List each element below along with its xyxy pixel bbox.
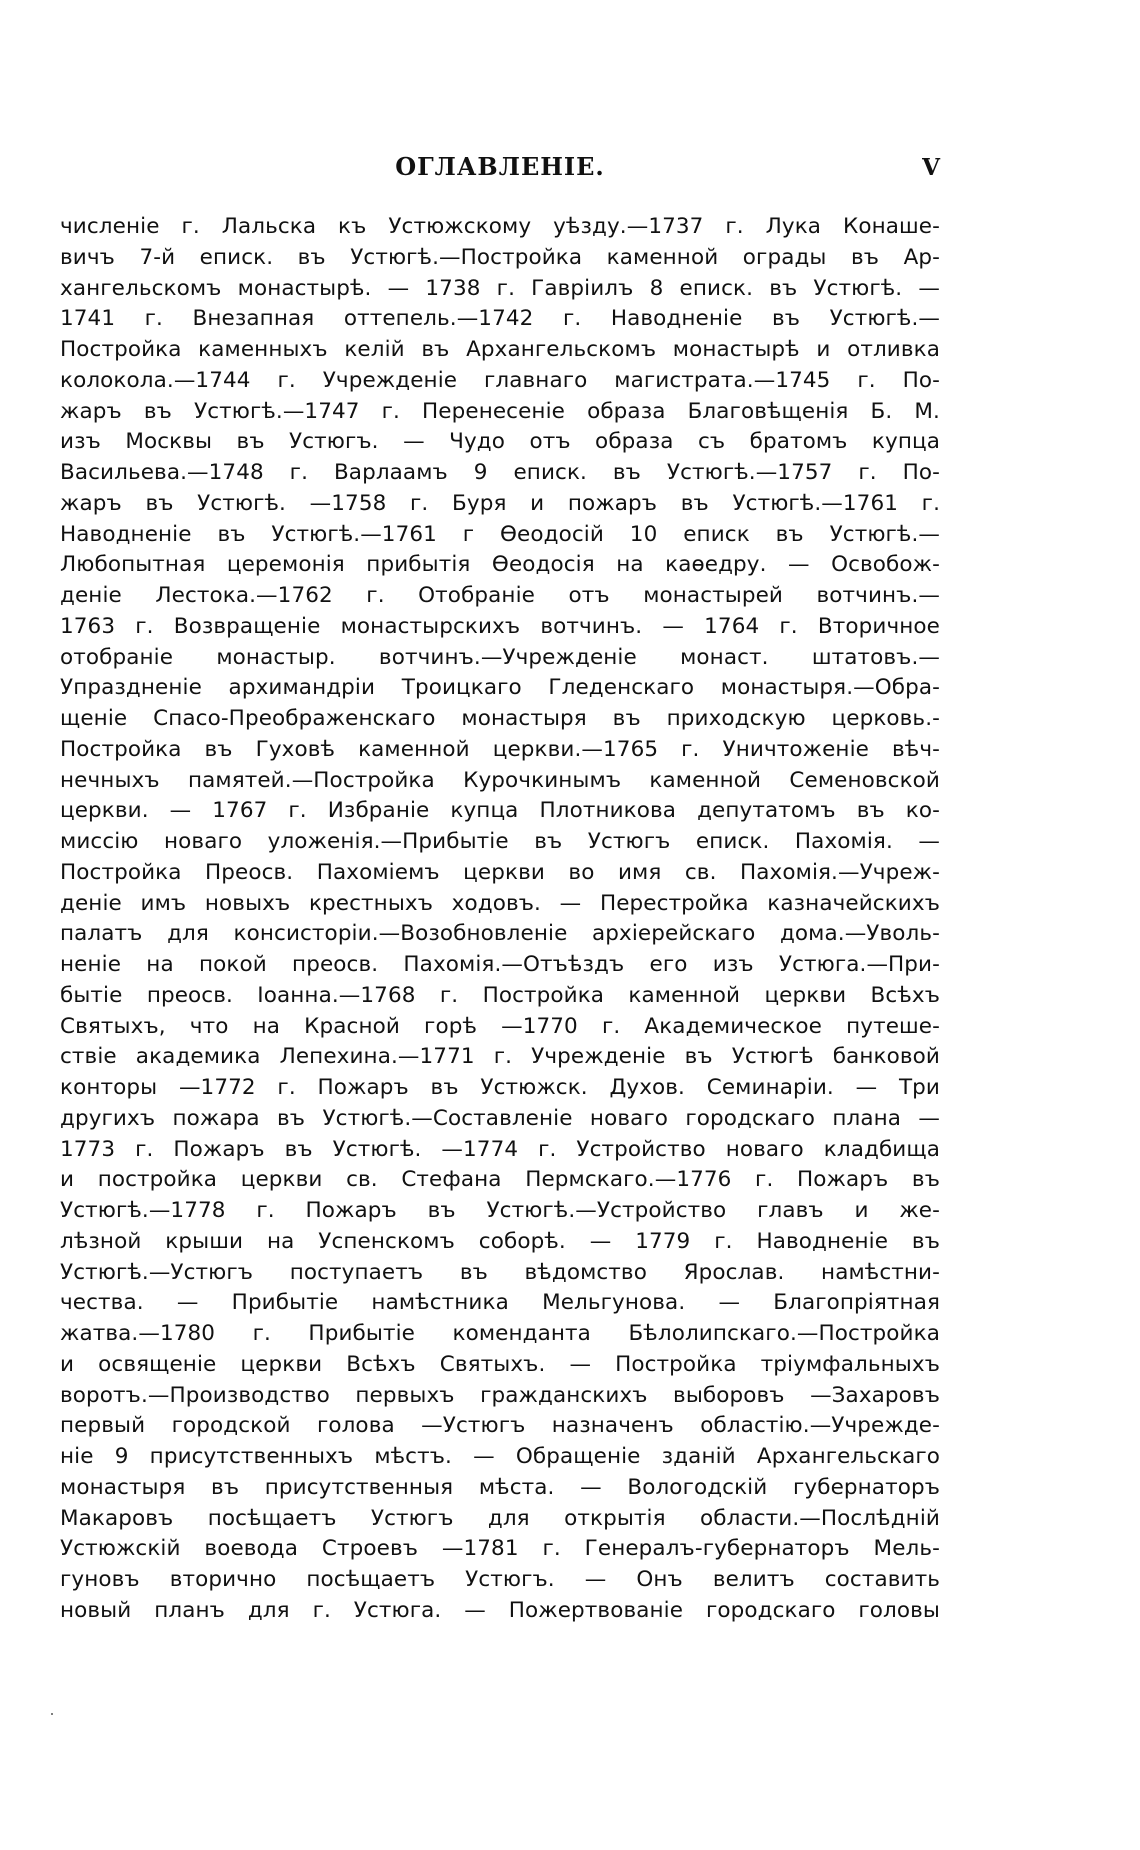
- text-line: жатва.—1780 г. Прибытіе коменданта Бѣлолипскаго.—Постройка: [60, 1321, 940, 1346]
- contents-text: [60, 212, 940, 1627]
- text-line: вичъ 7-й еписк. въ Устюгѣ.—Постройка каменной ограды въ Ар-: [60, 244, 940, 270]
- text-line: 1741 г. Внезапная оттепель.—1742 г. Наводненіе въ Устюгѣ.—: [60, 306, 940, 332]
- text-line: жаръ въ Устюгѣ. —1758 г. Буря и пожаръ въ Устюгѣ.—1761 г.: [60, 490, 940, 516]
- text-line: миссію новаго уложенія.—Прибытіе въ Устюгъ еписк. Пахомія. —: [60, 829, 940, 854]
- text-line: Постройка Преосв. Пахоміемъ церкви во имя св. Пахомія.—Учреж-: [60, 859, 940, 885]
- text-line: гуновъ вторично посѣщаетъ Устюгъ. — Онъ велитъ составить: [60, 1567, 940, 1592]
- text-line: другихъ пожара въ Устюгѣ.—Составленіе новаго городскаго плана —: [60, 1105, 940, 1131]
- text-line: Святыхъ, что на Красной горѣ —1770 г. Академическое путеше-: [60, 1013, 940, 1039]
- text-line: хангельскомъ монастырѣ. — 1738 г. Гавріилъ 8 еписк. въ Устюгѣ. —: [60, 275, 940, 301]
- text-line: ніе 9 присутственныхъ мѣстъ. — Обращеніе зданій Архангельскаго: [60, 1444, 940, 1469]
- text-line: новый планъ для г. Устюга. — Пожертвованіе городскаго головы: [60, 1597, 940, 1623]
- text-line: Упраздненіе архимандріи Троицкаго Гледенскаго монастыря.—Обра-: [60, 675, 940, 701]
- text-line: жаръ въ Устюгѣ.—1747 г. Перенесеніе образа Благовѣщенія Б. М.: [60, 398, 940, 424]
- text-line: палатъ для консисторіи.—Возобновленіе архіерейскаго дома.—Уволь-: [60, 921, 940, 947]
- text-line: и освященіе церкви Всѣхъ Святыхъ. — Постройка тріумфальныхъ: [60, 1351, 940, 1377]
- text-line: щеніе Спасо-Преображенскаго монастыря въ приходскую церковь.-: [60, 706, 940, 731]
- text-line: численіе г. Лальска къ Устюжскому уѣзду.—1737 г. Лука Конаше-: [60, 214, 940, 239]
- page-title: ОГЛАВЛЕНІЕ.: [395, 152, 605, 181]
- text-line: чества. — Прибытіе намѣстника Мельгунова. — Благопріятная: [60, 1290, 940, 1316]
- text-line: изъ Москвы въ Устюгъ. — Чудо отъ образа съ братомъ купца: [60, 429, 940, 455]
- text-line: монастыря въ присутственныя мѣста. — Вологодскій губернаторъ: [60, 1474, 940, 1500]
- text-line: Устюгѣ.—Устюгъ поступаетъ въ вѣдомство Ярослав. намѣстни-: [60, 1259, 940, 1285]
- text-line: Наводненіе въ Устюгѣ.—1761 г Ѳеодосій 10 еписк въ Устюгѣ.—: [60, 521, 940, 547]
- page-number: V: [922, 154, 940, 181]
- text-line: деніе Лестока.—1762 г. Отобраніе отъ монастырей вотчинъ.—: [60, 583, 940, 608]
- text-line: отобраніе монастыр. вотчинъ.—Учрежденіе монаст. штатовъ.—: [60, 644, 940, 670]
- print-speck: [51, 1713, 53, 1715]
- text-line: бытіе преосв. Іоанна.—1768 г. Постройка каменной церкви Всѣхъ: [60, 982, 940, 1008]
- text-line: Устюжскій воевода Строевъ —1781 г. Генералъ-губернаторъ Мель-: [60, 1536, 940, 1562]
- running-head: [60, 152, 940, 192]
- text-line: Макаровъ посѣщаетъ Устюгъ для открытія области.—Послѣдній: [60, 1505, 940, 1531]
- text-line: Устюгѣ.—1778 г. Пожаръ въ Устюгѣ.—Устройство главъ и же-: [60, 1198, 940, 1223]
- text-line: Постройка въ Гуховѣ каменной церкви.—1765 г. Уничтоженіе вѣч-: [60, 736, 940, 762]
- text-line: воротъ.—Производство первыхъ гражданскихъ выборовъ —Захаровъ: [60, 1382, 940, 1408]
- text-line: колокола.—1744 г. Учрежденіе главнаго магистрата.—1745 г. По-: [60, 367, 940, 393]
- text-line: лѣзной крыши на Успенскомъ соборѣ. — 1779 г. Наводненіе въ: [60, 1228, 940, 1254]
- text-line: церкви. — 1767 г. Избраніе купца Плотникова депутатомъ въ ко-: [60, 798, 940, 824]
- text-line: первый городской голова —Устюгъ назначенъ областію.—Учрежде-: [60, 1413, 940, 1439]
- text-line: нечныхъ памятей.—Постройка Курочкинымъ каменной Семеновской: [60, 767, 940, 793]
- text-line: конторы —1772 г. Пожаръ въ Устюжск. Духов. Семинаріи. — Три: [60, 1075, 940, 1100]
- text-line: Постройка каменныхъ келій въ Архангельскомъ монастырѣ и отливка: [60, 337, 940, 362]
- text-line: 1773 г. Пожаръ въ Устюгѣ. —1774 г. Устройство новаго кладбища: [60, 1136, 940, 1162]
- text-line: Васильева.—1748 г. Варлаамъ 9 еписк. въ Устюгѣ.—1757 г. По-: [60, 460, 940, 485]
- text-line: и постройка церкви св. Стефана Пермскаго.—1776 г. Пожаръ въ: [60, 1167, 940, 1193]
- text-line: Любопытная церемонія прибытія Ѳеодосія на каѳедру. — Освобож-: [60, 552, 940, 578]
- text-line: неніе на покой преосв. Пахомія.—Отъѣздъ его изъ Устюга.—При-: [60, 952, 940, 977]
- text-line: 1763 г. Возвращеніе монастырскихъ вотчинъ. — 1764 г. Вторичное: [60, 613, 940, 639]
- text-line: ствіе академика Лепехина.—1771 г. Учрежденіе въ Устюгѣ банковой: [60, 1044, 940, 1070]
- text-line: деніе имъ новыхъ крестныхъ ходовъ. — Перестройка казначейскихъ: [60, 890, 940, 916]
